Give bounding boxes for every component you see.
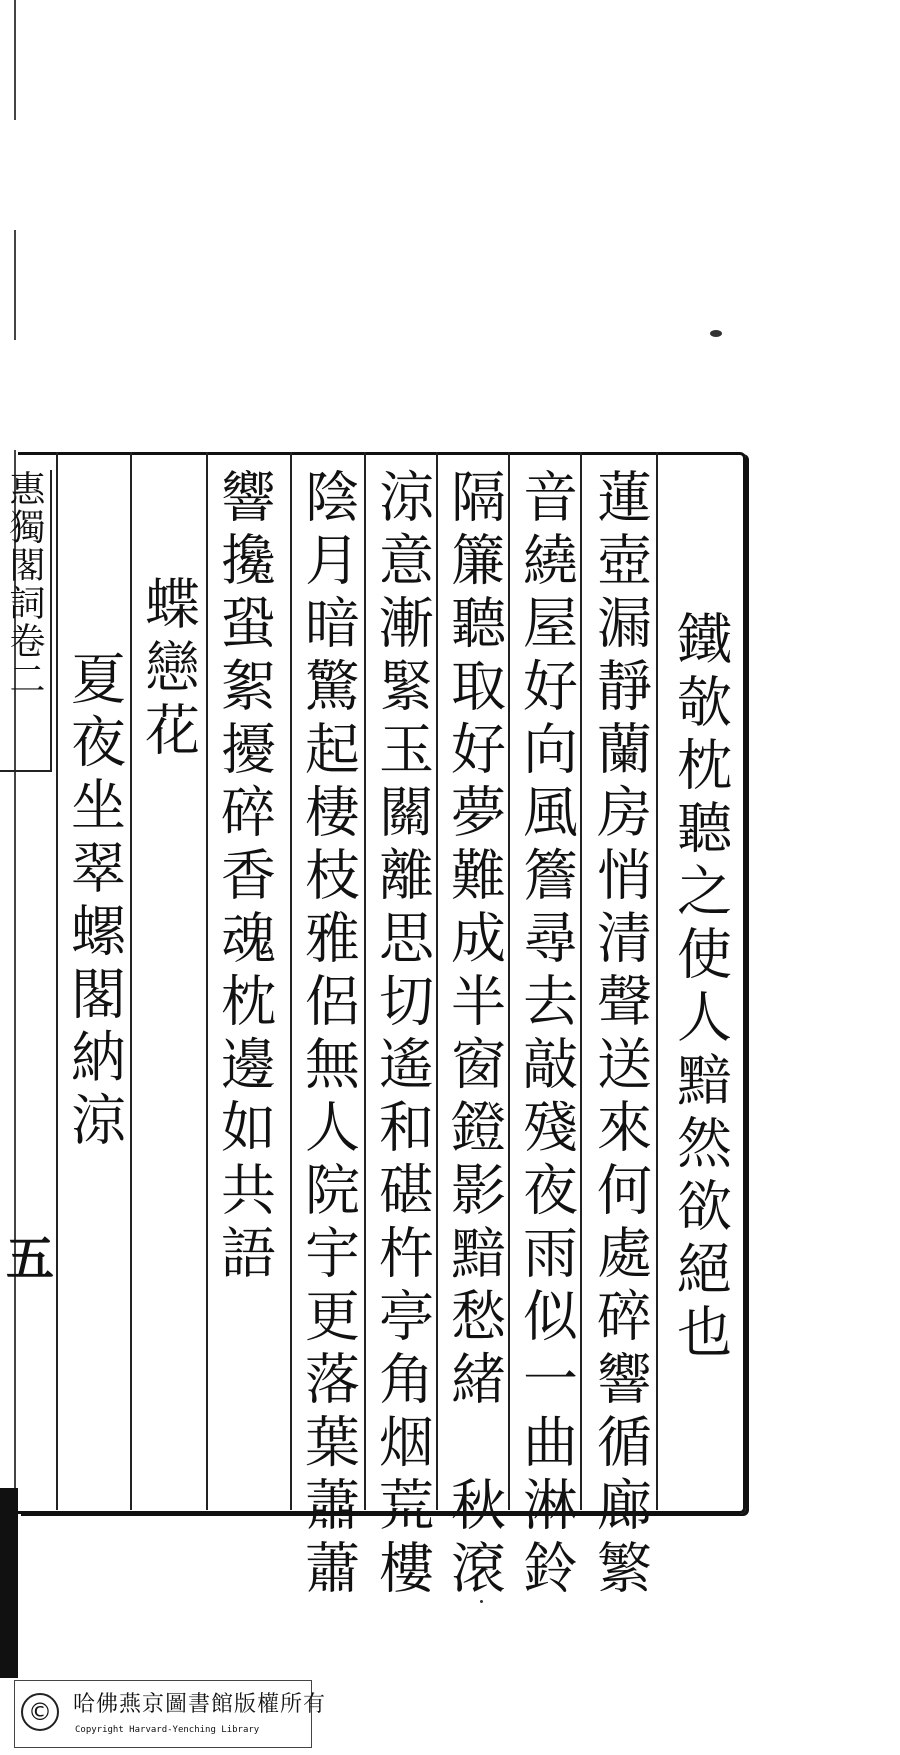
text-column-7: 響攙蛩絮擾碎香魂枕邊如共語 <box>212 468 276 1287</box>
copyright-english: Copyright Harvard-Yenching Library <box>75 1725 260 1735</box>
column-rule <box>580 452 582 1510</box>
page-number: 五 <box>6 1231 55 1287</box>
text-column-3: 音繞屋好向風簷尋去敲殘夜雨似一曲淋鈴 <box>514 468 578 1602</box>
poem-title: 夏夜坐翠螺閣納涼 <box>62 650 126 1154</box>
copyright-icon: © <box>21 1693 59 1731</box>
column-rule <box>206 452 208 1510</box>
margin-book-title: 惠獨閣詞卷二 <box>0 470 52 772</box>
column-rule <box>436 452 438 1510</box>
text-column-4: 隔簾聽取好夢難成半窗鐙影黯愁緒 秋滾 <box>442 468 506 1602</box>
column-rule <box>290 452 292 1510</box>
copyright-chinese: 哈佛燕京圖書館版權所有 <box>73 1692 327 1717</box>
scan-black-bar <box>0 1488 18 1678</box>
text-column-1: 鐵欹枕聽之使人黯然欲絕也 <box>668 610 732 1366</box>
column-rule <box>656 452 658 1510</box>
column-rule <box>364 452 366 1510</box>
column-rule <box>508 452 510 1510</box>
scan-edge-line <box>14 230 16 340</box>
copyright-stamp <box>14 1680 327 1748</box>
tune-title: 蝶戀花 <box>136 575 200 764</box>
column-rule <box>56 452 58 1510</box>
scan-edge-line <box>14 0 16 120</box>
text-column-5: 涼意漸緊玉關離思切遙和碪杵亭角烟荒樓 <box>370 468 434 1602</box>
ink-speck <box>710 330 722 337</box>
text-column-6: 陰月暗驚起棲枝雅侶無人院宇更落葉蕭蕭 <box>296 468 360 1602</box>
column-rule <box>130 452 132 1510</box>
text-column-2: 蓮壺漏靜蘭房悄清聲送來何處碎響循廊繁 <box>588 468 652 1602</box>
